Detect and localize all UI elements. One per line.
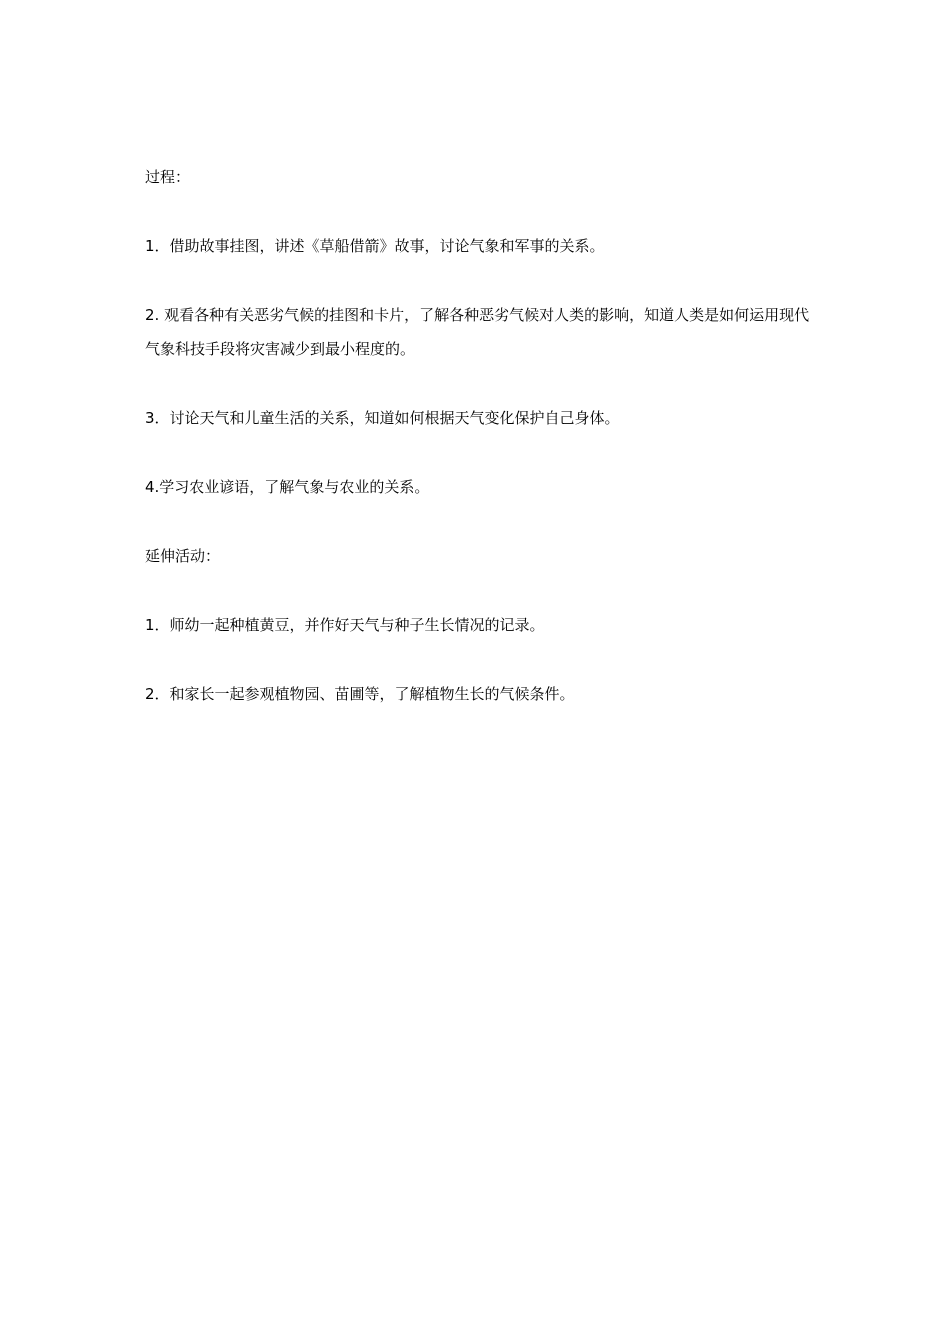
extension-item-1: 1．师幼一起种植黄豆，并作好天气与种子生长情况的记录。 (145, 616, 545, 634)
process-item-1: 1．借助故事挂图，讲述《草船借箭》故事，讨论气象和军事的关系。 (145, 237, 605, 255)
document-body (145, 160, 815, 746)
process-item-3: 3．讨论天气和儿童生活的关系，知道如何根据天气变化保护自己身体。 (145, 409, 620, 427)
process-item-4: 4.学习农业谚语，了解气象与农业的关系。 (145, 478, 430, 496)
extension-item-2: 2．和家长一起参观植物园、苗圃等，了解植物生长的气候条件。 (145, 685, 575, 703)
process-item-2: 2. 观看各种有关恶劣气候的挂图和卡片，了解各种恶劣气候对人类的影响，知道人类是如何运用现代气象科技手段将灾害减少到最小程度的。 (145, 306, 810, 358)
extension-heading: 延伸活动： (145, 547, 221, 565)
process-heading: 过程： (145, 168, 191, 186)
